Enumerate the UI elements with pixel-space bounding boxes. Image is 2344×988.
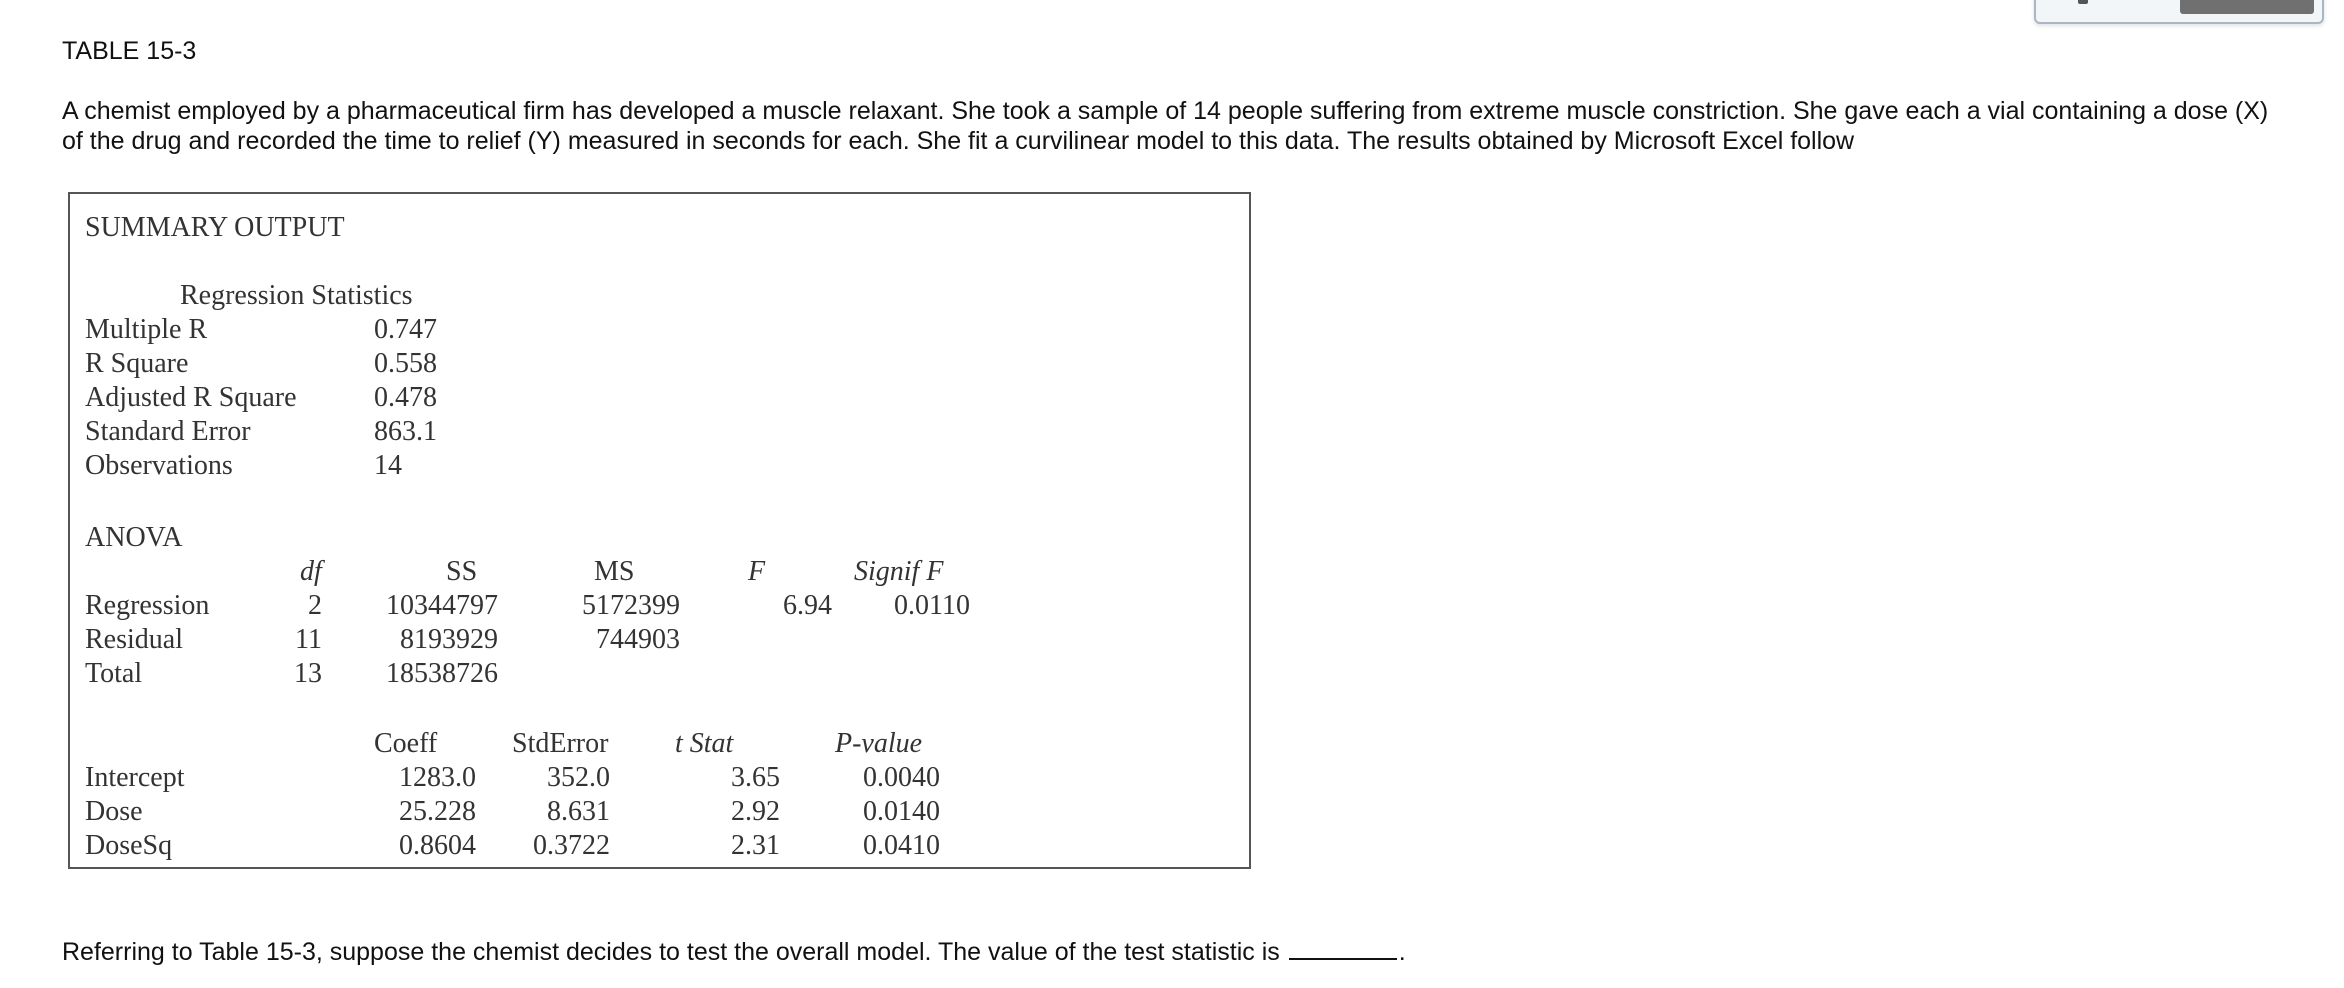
answer-blank[interactable] xyxy=(1289,936,1397,960)
coef-cell-tstat: 2.92 xyxy=(731,796,780,827)
coef-header-tstat: t Stat xyxy=(675,728,734,759)
coef-header-pvalue: P-value xyxy=(835,728,923,759)
anova-header-ms: MS xyxy=(594,556,635,587)
stat-value: 0.478 xyxy=(374,382,437,413)
anova-cell-ss: 18538726 xyxy=(386,658,498,689)
anova-cell-ss: 10344797 xyxy=(386,590,498,621)
anova-cell-ms: 5172399 xyxy=(582,590,680,621)
problem-intro xyxy=(62,96,2282,156)
coef-cell-stderr: 352.0 xyxy=(547,762,610,793)
widget-button[interactable] xyxy=(2180,0,2314,14)
coef-header-stderr: StdError xyxy=(512,728,609,759)
anova-row-label: Total xyxy=(85,658,143,689)
anova-row-label: Residual xyxy=(85,624,183,655)
coef-row-label: DoseSq xyxy=(85,830,173,861)
anova-cell-df: 2 xyxy=(308,590,322,621)
coef-cell-tstat: 3.65 xyxy=(731,762,780,793)
page-title: TABLE 15-3 xyxy=(62,37,197,65)
coef-cell-stderr: 0.3722 xyxy=(533,830,610,861)
regression-statistics-title: Regression Statistics xyxy=(180,280,413,311)
stat-label: Adjusted R Square xyxy=(85,382,297,413)
widget-marker-icon xyxy=(2078,0,2088,4)
summary-heading: SUMMARY OUTPUT xyxy=(85,212,345,243)
stat-value: 863.1 xyxy=(374,416,437,447)
coef-row-label: Dose xyxy=(85,796,143,827)
excel-summary-output xyxy=(68,192,1251,869)
anova-cell-f: 6.94 xyxy=(783,590,832,621)
stat-label: Observations xyxy=(85,450,233,481)
coef-cell-stderr: 8.631 xyxy=(547,796,610,827)
anova-cell-ss: 8193929 xyxy=(400,624,498,655)
stat-value: 14 xyxy=(374,450,402,481)
stat-label: Multiple R xyxy=(85,314,208,345)
stat-label: Standard Error xyxy=(85,416,251,447)
partial-popup-widget xyxy=(2034,0,2324,24)
coef-cell-pvalue: 0.0410 xyxy=(863,830,940,861)
coef-cell-coeff: 0.8604 xyxy=(399,830,476,861)
anova-cell-df: 11 xyxy=(295,624,322,655)
anova-header-df: df xyxy=(300,556,322,587)
anova-header-ss: SS xyxy=(446,556,478,587)
question-text xyxy=(62,936,1406,967)
coef-cell-tstat: 2.31 xyxy=(731,830,780,861)
coef-cell-pvalue: 0.0140 xyxy=(863,796,940,827)
question-end: . xyxy=(1398,938,1406,966)
anova-row-label: Regression xyxy=(85,590,210,621)
anova-header-signif-f: Signif F xyxy=(854,556,944,587)
coef-header-coeff: Coeff xyxy=(374,728,438,759)
anova-cell-df: 13 xyxy=(294,658,322,689)
question-prompt: Referring to Table 15-3, suppose the chemist decides to test the overall model. The value of the test statistic is xyxy=(62,938,1280,966)
anova-cell-signif-f: 0.0110 xyxy=(894,590,970,621)
anova-title: ANOVA xyxy=(85,522,183,553)
stat-label: R Square xyxy=(85,348,189,379)
anova-cell-ms: 744903 xyxy=(596,624,680,655)
coef-cell-coeff: 1283.0 xyxy=(399,762,476,793)
stat-value: 0.747 xyxy=(374,314,437,345)
coef-cell-coeff: 25.228 xyxy=(399,796,476,827)
stat-value: 0.558 xyxy=(374,348,437,379)
anova-header-f: F xyxy=(748,556,766,587)
coef-row-label: Intercept xyxy=(85,762,185,793)
coef-cell-pvalue: 0.0040 xyxy=(863,762,940,793)
problem-intro-text: A chemist employed by a pharmaceutical firm has developed a muscle relaxant. She took a sample of 14 people suffering from extreme muscle constriction. She gave each a vial containing a dose (X) of the drug and recorded the time to relief (Y) measured in seconds for each. She fit a curvilinear model to this data. The results obtained by Microsoft Excel follow xyxy=(62,97,2269,155)
